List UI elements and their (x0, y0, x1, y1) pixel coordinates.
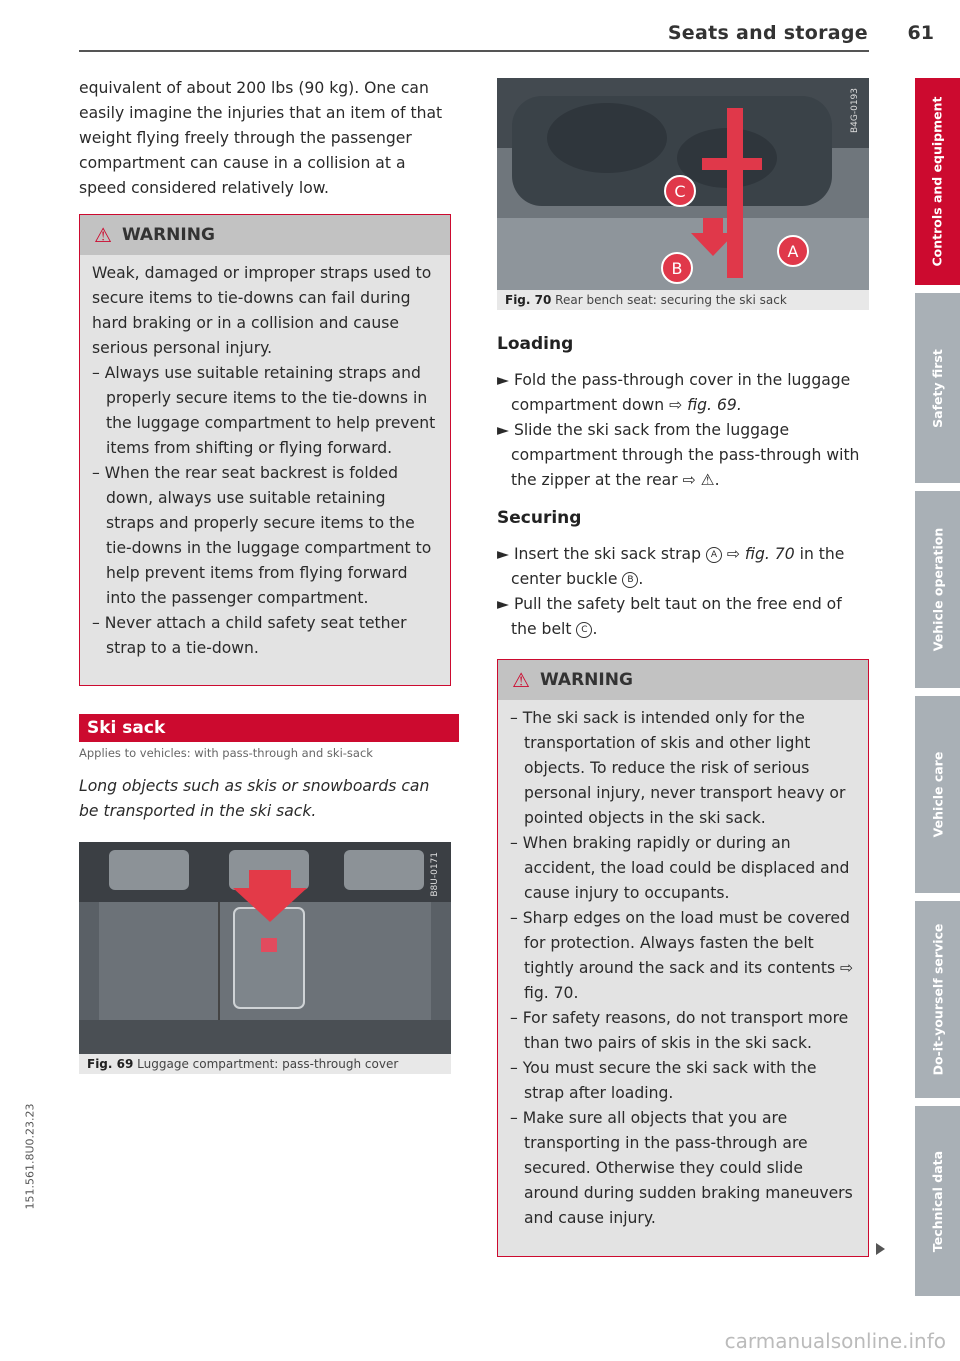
side-tab-label: Controls and equipment (930, 96, 946, 267)
warning-lead: Weak, damaged or improper straps used to secure items to tie-downs can fail during hard braking or in a collision and cause serious personal injury. (92, 264, 432, 357)
figure-label: Fig. 69 (87, 1057, 134, 1071)
side-tab-label: Technical data (930, 1150, 945, 1252)
warning-title: WARNING (539, 670, 633, 690)
side-tab-controls[interactable] (915, 78, 960, 285)
side-tab-vehicle-operation[interactable] (915, 491, 960, 688)
figure-69-caption (79, 1054, 451, 1074)
figure-label: Fig. 70 (505, 293, 552, 307)
section-title-ski-sack: Ski sack (79, 714, 459, 742)
intro-paragraph: equivalent of about 200 lbs (90 kg). One can easily imagine the injuries that an item of that weight flying freely through the passenger compartment can cause in a collision at a speed considered relatively low. (79, 79, 443, 197)
warning-title: WARNING (121, 225, 215, 245)
applies-note: Applies to vehicles: with pass-through and ski-sack (79, 746, 373, 760)
subheading-securing: Securing (497, 508, 582, 528)
loading-step (497, 418, 869, 493)
warning-item: – When the rear seat backrest is folded down, always use suitable retaining straps and properly secure items to the tie-downs in the luggage compartment to help prevent items from flying forward into the passenger compartment. (92, 464, 432, 607)
figure-reference-link[interactable]: ⇨ fig. 70 (721, 545, 795, 563)
marker-c: C (576, 622, 592, 638)
warning-item: – You must secure the ski sack with the strap after loading. (510, 1059, 817, 1102)
side-tab-label: Vehicle operation (930, 527, 946, 652)
section-intro: Long objects such as skis or snowboards can be transported in the ski sack. (79, 777, 430, 820)
header-rule (79, 50, 869, 52)
securing-step: ► Insert the ski sack strap A ⇨ fig. 70 in the center buckle B . (497, 545, 845, 588)
warning-item: – For safety reasons, do not transport more than two pairs of skis in the ski sack. (510, 1009, 849, 1052)
warning-triangle-icon: ⚠ (94, 223, 112, 247)
warning-header (80, 215, 450, 255)
side-tab-label: Do-it-yourself service (930, 923, 946, 1076)
step-text: ► Insert the ski sack strap (497, 545, 706, 563)
side-tab-diy-service[interactable] (915, 901, 960, 1098)
side-tab-vehicle-care[interactable] (915, 696, 960, 893)
securing-step: ► Pull the safety belt taut on the free end of the belt C . (497, 595, 842, 638)
subheading-loading: Loading (497, 334, 574, 354)
warning-item: – Make sure all objects that you are transporting in the pass-through are secured. Otherwise they could slide around during sudden braking maneuvers and cause injury. (510, 1109, 853, 1227)
figure-70-image (497, 78, 869, 290)
side-tab-technical-data[interactable] (915, 1106, 960, 1296)
warning-box-ski-sack (497, 659, 869, 1257)
running-header-title: Seats and storage (667, 22, 868, 44)
page-number: 61 (907, 22, 934, 44)
rear-bench-ski-sack-illustration (497, 78, 869, 290)
luggage-compartment-illustration (79, 842, 451, 1054)
figure-69-image (79, 842, 451, 1054)
warning-item: – Sharp edges on the load must be covered for protection. Always fasten the belt tightly around the sack and its contents ⇨ fig. 70. (510, 909, 854, 1002)
figure-code: B4G-0193 (850, 88, 860, 134)
warning-item: – Never attach a child safety seat tether strap to a tie-down. (92, 614, 407, 657)
step-text: ► Fold the pass-through cover in the luggage compartment down (497, 371, 851, 414)
callout-c: C (674, 182, 686, 201)
figure-caption-text: Luggage compartment: pass-through cover (137, 1057, 399, 1071)
figure-reference-link[interactable]: ⇨ fig. 69. (669, 396, 742, 414)
callout-b: B (671, 259, 683, 278)
continue-arrow-icon (876, 1243, 885, 1255)
figure-code: B8U-0171 (430, 852, 440, 897)
step-text: in the center buckle (511, 545, 845, 588)
document-code (20, 1030, 37, 1290)
figure-caption-text: Rear bench seat: securing the ski sack (555, 293, 787, 307)
watermark: carmanualsonline.info (724, 1329, 946, 1353)
step-text: ► Slide the ski sack from the luggage compartment through the pass-through with the zipper at the rear (497, 421, 860, 489)
loading-steps (497, 368, 869, 493)
warning-box-straps (79, 214, 451, 686)
warning-triangle-icon: ⚠ (512, 668, 530, 692)
document-code-text: 151.561.8U0.23.23 (23, 1103, 37, 1210)
step-text: ► Pull the safety belt taut on the free end of the belt (497, 595, 842, 638)
warning-header (498, 660, 868, 700)
securing-steps (497, 542, 869, 642)
side-tab-safety[interactable] (915, 293, 960, 483)
marker-a: A (706, 547, 722, 563)
figure-70-caption (497, 290, 869, 310)
warning-item: – The ski sack is intended only for the transportation of skis and other light objects. To reduce the risk of serious personal injury, never transport heavy or pointed objects in the ski sack. (510, 709, 846, 827)
callout-a: A (787, 242, 799, 261)
warning-item: – Always use suitable retaining straps and properly secure items to the tie-downs in the luggage compartment to help prevent items from shifting or flying forward. (92, 364, 436, 457)
warning-reference-link[interactable]: ⇨ ⚠. (682, 471, 720, 489)
marker-b: B (622, 572, 638, 588)
side-tab-label: Safety first (930, 348, 945, 428)
side-tab-label: Vehicle care (930, 751, 946, 838)
loading-step (497, 368, 869, 418)
warning-item: – When braking rapidly or during an accident, the load could be displaced and cause injury to occupants. (510, 834, 850, 902)
